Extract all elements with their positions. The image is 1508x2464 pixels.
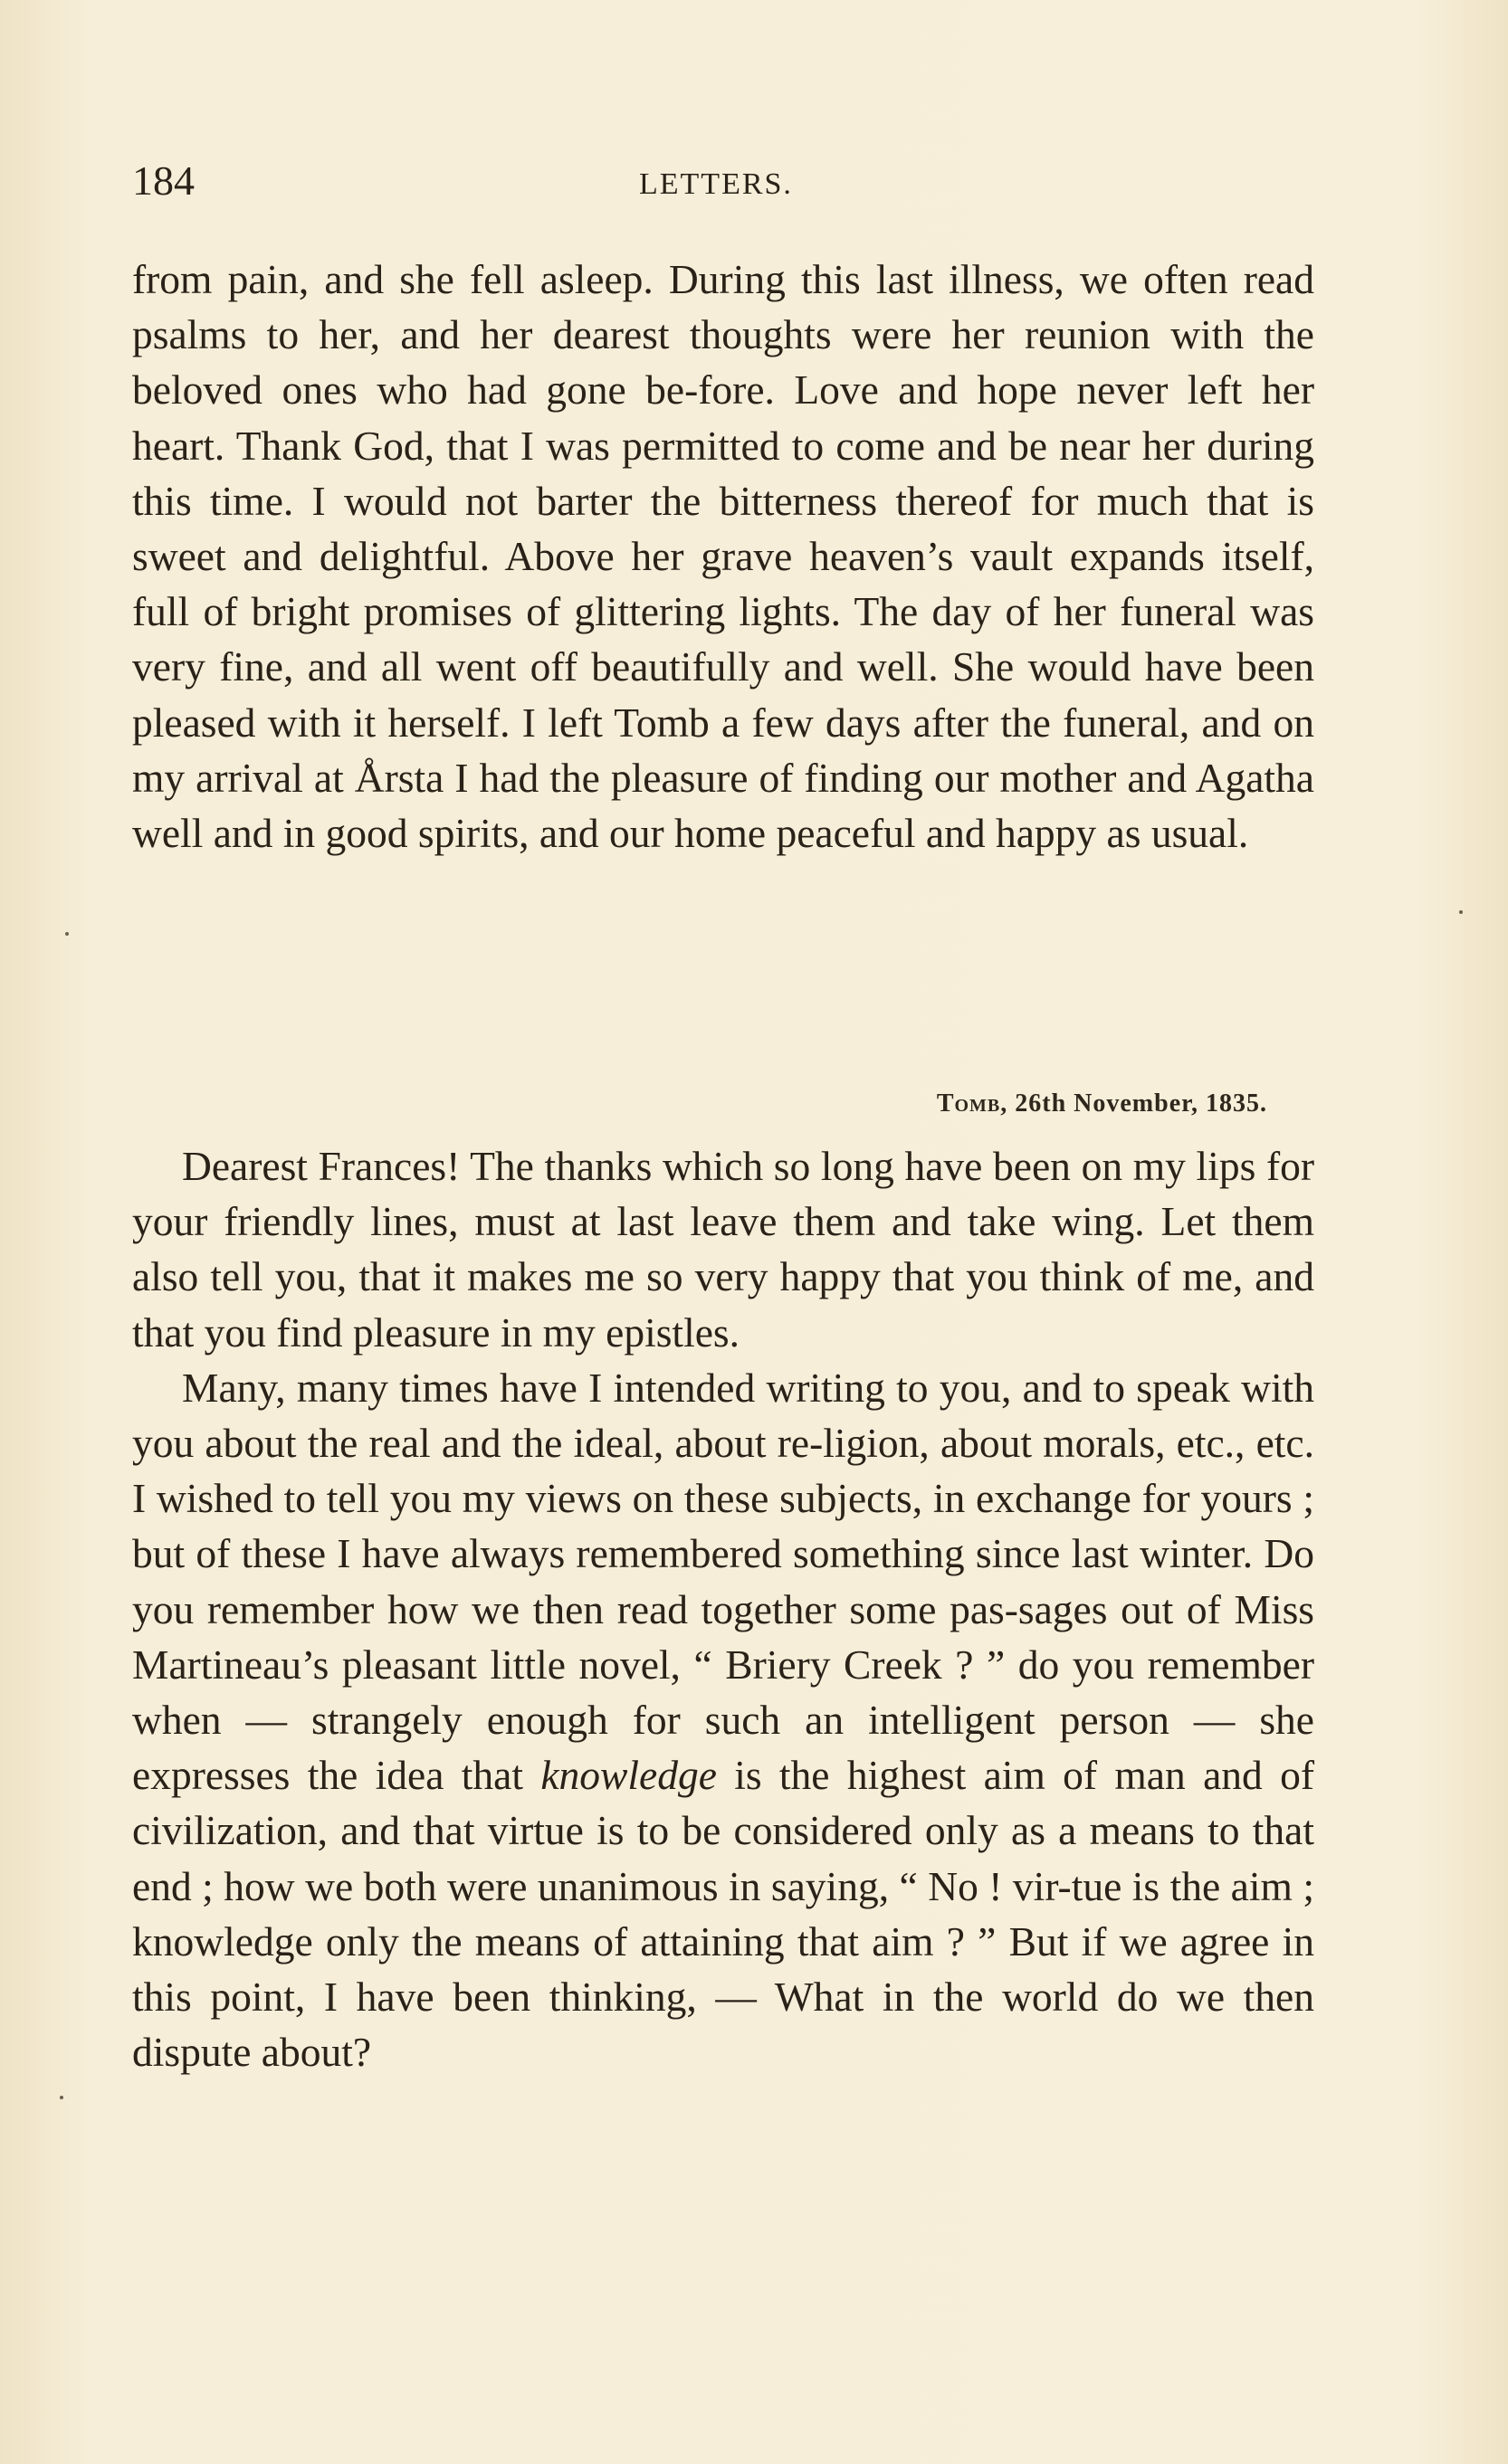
italic-word: knowledge <box>540 1752 717 1799</box>
margin-speck <box>65 932 69 936</box>
dateline-date: , 26th November, 1835. <box>1000 1089 1267 1118</box>
page-number: 184 <box>132 157 195 204</box>
margin-speck <box>1459 910 1463 914</box>
letter-body <box>132 1138 1314 2079</box>
letter-dateline <box>937 1086 1267 1122</box>
continuation-paragraph: from pain, and she fell asleep. During this last illness, we often read psalms to her, and her dearest thoughts were her reunion with the beloved ones who had gone be-fore. Love and hope never left her heart. Thank God, that I was permitted to come and be near her during this time. I would not barter the bitterness thereof for much that is sweet and delightful. Above her grave heaven’s vault expands itself, full of bright promises of glittering lights. The day of her funeral was very fine, and all went off beautifully and well. She would have been pleased with it herself. I left Tomb a few days after the funeral, and on my arrival at Årsta I had the pleasure of finding our mother and Agatha well and in good spirits, and our home peaceful and happy as usual. <box>132 256 1314 857</box>
letter-paragraph-2 <box>132 1360 1314 2080</box>
running-head: LETTERS. <box>639 167 793 201</box>
dateline-place: Tomb <box>936 1089 1001 1118</box>
continuation-block <box>132 252 1314 861</box>
paragraph-2-part-a: Many, many times have I intended writing to you, and to speak with you about the real and the ideal, about re-ligion, about morals, etc., etc. I wished to tell you my views on these subjects, in exchange for yours ; but of these I have always remembered something since last winter. Do you remember how we then read together some pas-sages out of Miss Martineau’s pleasant little novel, “ Briery Creek ? ” do you remember when — strangely enough for such an intelligent person — she expresses the idea that <box>132 1364 1314 1799</box>
paragraph-2-part-b: is the highest aim of man and of civilization, and that virtue is to be considered only as a means to that end ; how we both were unanimous in saying, “ No ! vir-tue is the aim ; knowledge only the means of attaining that aim ? ” But if we agree in this point, I have been thinking, — What in the world do we then dispute about? <box>132 1752 1315 2076</box>
letter-paragraph-1: Dearest Frances! The thanks which so long have been on my lips for your friendly lines, must at last leave them and take wing. Let them also tell you, that it makes me so very happy that you think of me, and that you find pleasure in my epistles. <box>132 1143 1314 1356</box>
page-header <box>132 154 1314 208</box>
margin-speck <box>60 2096 63 2099</box>
